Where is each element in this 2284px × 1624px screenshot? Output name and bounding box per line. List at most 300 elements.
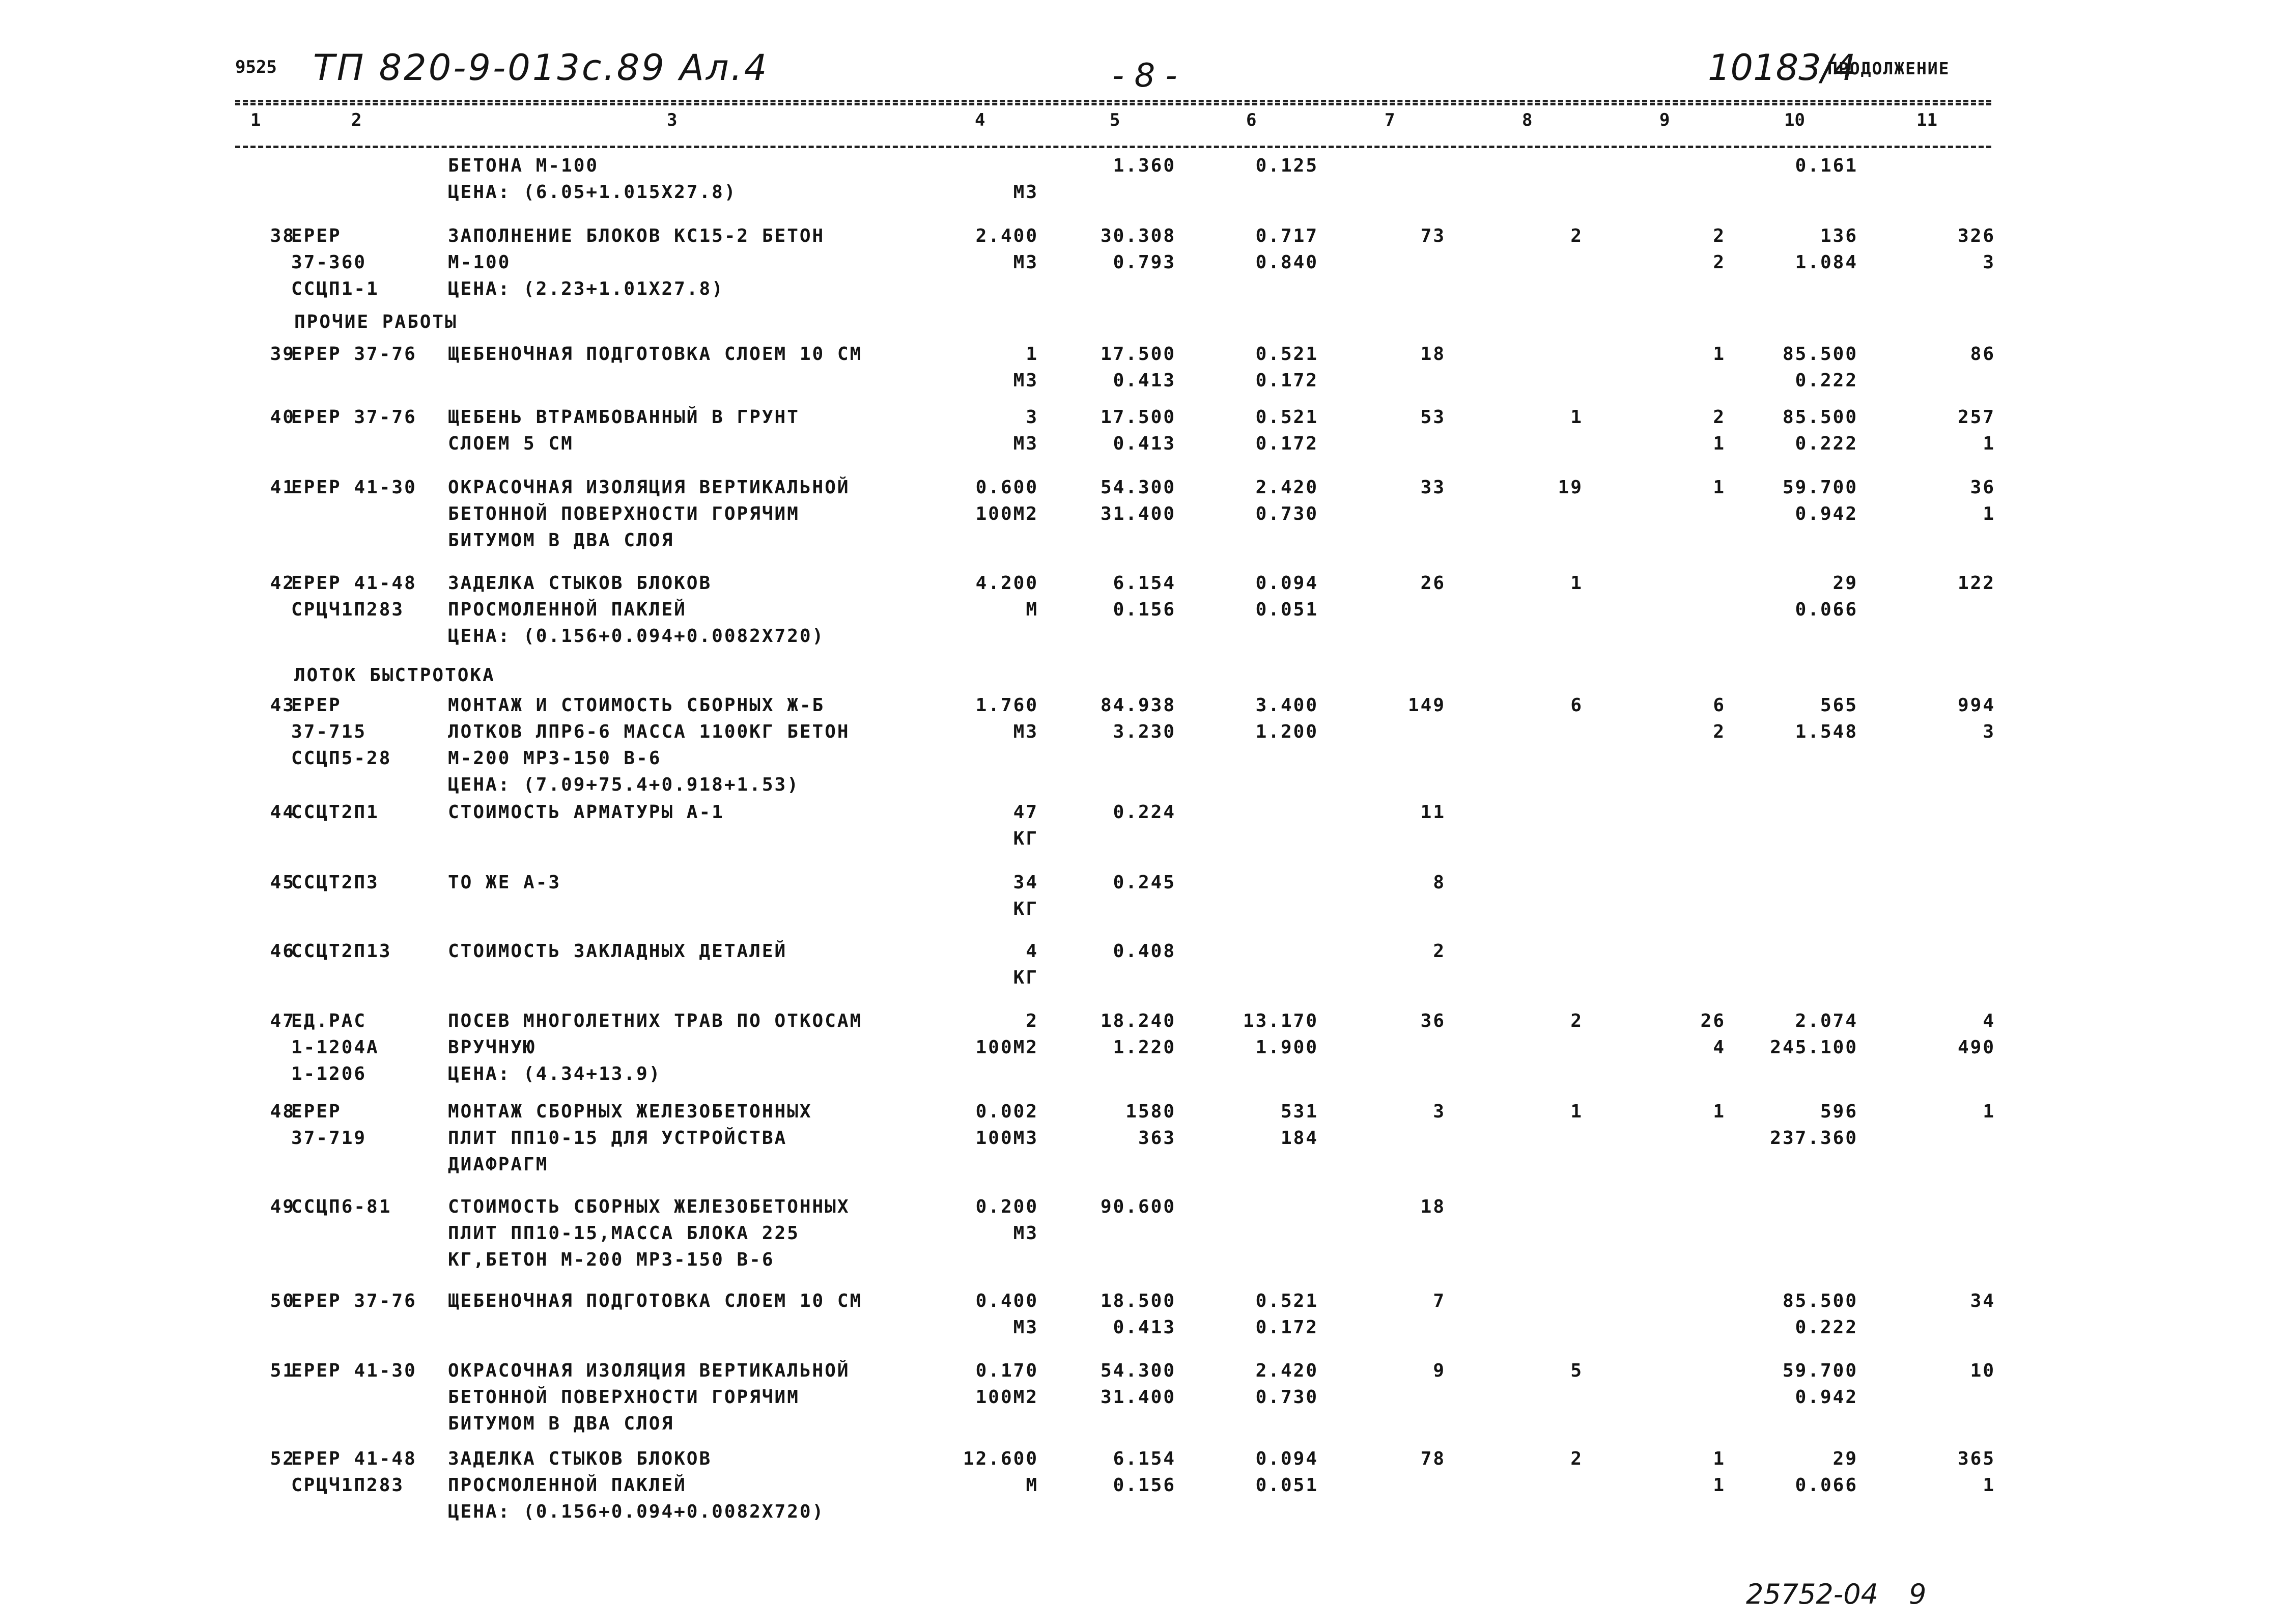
labor-total-line: 4 (1983, 1011, 1995, 1031)
quantity-unit-line: 100М3 (975, 1128, 1038, 1149)
machine-cost-line: 26 (1700, 1011, 1726, 1031)
quantity-unit (947, 474, 1038, 527)
unit-wage-line: 0.172 (1255, 1317, 1318, 1338)
rate-code (291, 1446, 444, 1499)
machine-cost-line (1644, 570, 1726, 597)
unit-cost-line: 0.156 (1113, 1475, 1176, 1496)
unit-wage-line: 0.094 (1255, 1448, 1318, 1469)
row-number (249, 692, 295, 719)
labor-total (1904, 474, 1995, 527)
machine-cost (1644, 153, 1726, 179)
rate-code-line: 1-1206 (291, 1063, 367, 1084)
work-description-line: ПРОСМОЛЕННОЙ ПАКЛЕЙ (448, 1475, 687, 1496)
total-wage-line: 5 (1570, 1360, 1583, 1381)
labor-total (1904, 1288, 1995, 1314)
unit-wage (1217, 799, 1318, 826)
column-number: 10 (1784, 110, 1805, 130)
rate-code-line: ЕД.РАС (291, 1011, 367, 1031)
labor-value-line: 0.066 (1795, 1475, 1858, 1496)
work-description-line: БИТУМОМ В ДВА СЛОЯ (448, 530, 674, 551)
work-description-line: ОКРАСОЧНАЯ ИЗОЛЯЦИЯ ВЕРТИКАЛЬНОЙ (448, 1360, 850, 1381)
continuation-label: ПРОДОЛЖЕНИЕ (1827, 59, 1950, 78)
unit-cost (1074, 870, 1176, 896)
row-number-line: 40 (270, 407, 295, 428)
machine-cost-line (1644, 1194, 1726, 1220)
quantity-unit-line: 100М2 (975, 1387, 1038, 1408)
rate-code-line: ЕРЕР 41-48 (291, 573, 417, 594)
total-cost (1374, 1194, 1446, 1220)
total-cost (1374, 799, 1446, 826)
quantity-unit-line: М3 (1013, 182, 1038, 203)
unit-wage (1217, 153, 1318, 179)
rate-code-line: ЕРЕР 37-76 (291, 1291, 417, 1311)
labor-total (1904, 404, 1995, 457)
labor-value-line: 1.548 (1795, 721, 1858, 742)
machine-cost-line: 1 (1713, 1101, 1726, 1122)
row-number-line: 52 (270, 1448, 295, 1469)
quantity-unit-line: 0.200 (975, 1196, 1038, 1217)
unit-wage-line: 2.420 (1255, 477, 1318, 498)
total-wage (1507, 1099, 1583, 1125)
quantity-unit-line: 4 (1026, 941, 1038, 962)
machine-cost-line: 1 (1713, 1475, 1726, 1496)
labor-total-line: 257 (1957, 407, 1995, 428)
row-number-line: 44 (270, 802, 295, 823)
labor-value-line (1756, 1194, 1858, 1220)
quantity-unit (947, 153, 1038, 206)
work-description-line: ЦЕНА: (0.156+0.094+0.0082Х720) (448, 1501, 825, 1522)
unit-cost (1074, 1358, 1176, 1411)
unit-wage-line: 0.521 (1255, 344, 1318, 365)
labor-value-line: 0.942 (1795, 503, 1858, 524)
labor-total (1904, 223, 1995, 276)
row-number-line: 39 (270, 344, 295, 365)
unit-cost-line: 54.300 (1100, 477, 1176, 498)
machine-cost-line (1644, 1288, 1726, 1314)
unit-cost-line: 1.220 (1113, 1037, 1176, 1058)
unit-cost-line: 0.156 (1113, 599, 1176, 620)
labor-total-line: 122 (1957, 573, 1995, 594)
work-description-line: ДИАФРАГМ (448, 1154, 549, 1175)
work-description-line: КГ,БЕТОН М-200 МРЗ-150 В-6 (448, 1249, 775, 1270)
quantity-unit-line: 100М2 (975, 1037, 1038, 1058)
work-description (448, 938, 937, 965)
total-cost (1374, 938, 1446, 965)
machine-cost-line: 1 (1713, 344, 1726, 365)
work-description (448, 870, 937, 896)
labor-total (1904, 153, 1995, 179)
quantity-unit-line: 1.760 (975, 695, 1038, 716)
labor-total-line (1904, 1194, 1995, 1220)
machine-cost (1644, 570, 1726, 597)
unit-wage-line: 0.521 (1255, 1291, 1318, 1311)
work-description-line: БЕТОННОЙ ПОВЕРХНОСТИ ГОРЯЧИМ (448, 503, 800, 524)
work-description-line: БИТУМОМ В ДВА СЛОЯ (448, 1413, 674, 1434)
labor-value-line: 85.500 (1782, 344, 1858, 365)
total-cost (1374, 153, 1446, 179)
work-description-line: ТО ЖЕ А-3 (448, 872, 561, 893)
unit-cost (1074, 570, 1176, 623)
machine-cost (1644, 474, 1726, 501)
work-description-line: ЩЕБЕНОЧНАЯ ПОДГОТОВКА СЛОЕМ 10 СМ (448, 344, 863, 365)
unit-cost-line: 0.413 (1113, 433, 1176, 454)
labor-value-line: 0.942 (1795, 1387, 1858, 1408)
quantity-unit-line: 34 (1013, 872, 1038, 893)
row-number (249, 1194, 295, 1220)
quantity-unit (947, 870, 1038, 922)
work-description-line: ПОСЕВ МНОГОЛЕТНИХ ТРАВ ПО ОТКОСАМ (448, 1011, 863, 1031)
unit-wage-line: 0.051 (1255, 599, 1318, 620)
unit-wage-line: 0.521 (1255, 407, 1318, 428)
column-number: 5 (1110, 110, 1120, 130)
quantity-unit (947, 938, 1038, 991)
quantity-unit-line (947, 153, 1038, 179)
work-description (448, 1446, 937, 1525)
labor-total (1904, 341, 1995, 368)
album-number: 10183/4 (1708, 47, 1856, 89)
total-wage-line (1507, 341, 1583, 368)
total-cost-line: 18 (1420, 1196, 1446, 1217)
labor-value-line: 59.700 (1782, 477, 1858, 498)
unit-wage-line: 0.172 (1255, 370, 1318, 391)
row-number (249, 870, 295, 896)
total-wage (1507, 223, 1583, 249)
rate-code (291, 1008, 444, 1087)
total-cost-line: 8 (1433, 872, 1446, 893)
unit-wage-line: 0.094 (1255, 573, 1318, 594)
row-number-line: 48 (270, 1101, 295, 1122)
total-wage-line (1507, 1194, 1583, 1220)
work-description-line: ЩЕБЕНОЧНАЯ ПОДГОТОВКА СЛОЕМ 10 СМ (448, 1291, 863, 1311)
machine-cost (1644, 799, 1726, 826)
labor-value-line: 29 (1832, 573, 1858, 594)
labor-value (1756, 799, 1858, 826)
unit-wage (1217, 404, 1318, 457)
row-number-line: 49 (270, 1196, 295, 1217)
rate-code-line: ССЦП1-1 (291, 278, 379, 299)
work-description-line: ВРУЧНУЮ (448, 1037, 536, 1058)
rate-code-line: 37-360 (291, 252, 367, 273)
machine-cost-line: 4 (1713, 1037, 1726, 1058)
machine-cost-line (1644, 870, 1726, 896)
labor-value (1756, 223, 1858, 276)
rate-code (291, 341, 444, 368)
total-wage-line: 2 (1570, 1011, 1583, 1031)
machine-cost (1644, 1358, 1726, 1384)
machine-cost (1644, 938, 1726, 965)
unit-cost (1074, 1099, 1176, 1152)
quantity-unit-line: М3 (1013, 1223, 1038, 1244)
labor-value-line: 2.074 (1795, 1011, 1858, 1031)
unit-wage-line (1217, 1194, 1318, 1220)
labor-total (1904, 1194, 1995, 1220)
unit-cost-line: 1580 (1125, 1101, 1176, 1122)
rate-code-line: ЕРЕР 37-76 (291, 407, 417, 428)
total-cost (1374, 1446, 1446, 1472)
total-cost (1374, 404, 1446, 431)
machine-cost-line: 6 (1713, 695, 1726, 716)
quantity-unit (947, 799, 1038, 852)
machine-cost-line (1644, 1358, 1726, 1384)
work-description-line: МОНТАЖ И СТОИМОСТЬ СБОРНЫХ Ж-Б (448, 695, 825, 716)
rate-code-line: ЕРЕР (291, 695, 342, 716)
rate-code-line: ССЦП5-28 (291, 748, 392, 769)
row-number (249, 1099, 295, 1125)
quantity-unit-line: М3 (1013, 370, 1038, 391)
labor-total-line: 34 (1970, 1291, 1995, 1311)
machine-cost (1644, 870, 1726, 896)
unit-cost-line: 6.154 (1113, 573, 1176, 594)
labor-value-line: 29 (1832, 1448, 1858, 1469)
machine-cost-line (1644, 938, 1726, 965)
unit-cost-line: 363 (1138, 1128, 1176, 1149)
unit-wage-line: 0.730 (1255, 1387, 1318, 1408)
unit-wage (1217, 1446, 1318, 1499)
unit-cost (1074, 223, 1176, 276)
quantity-unit-line: М3 (1013, 1317, 1038, 1338)
row-number (249, 404, 295, 431)
column-number: 6 (1246, 110, 1257, 130)
work-description-line: ЦЕНА: (7.09+75.4+0.918+1.53) (448, 774, 800, 795)
unit-cost-line: 0.413 (1113, 1317, 1176, 1338)
quantity-unit (947, 1008, 1038, 1061)
labor-value (1756, 570, 1858, 623)
labor-total-line (1904, 938, 1995, 965)
rate-code-line: ЕРЕР 41-30 (291, 477, 417, 498)
rate-code-line: ЕРЕР 41-48 (291, 1448, 417, 1469)
row-number (249, 474, 295, 501)
unit-wage-line: 0.730 (1255, 503, 1318, 524)
rate-code-line: СРЦЧ1П283 (291, 599, 405, 620)
work-description (448, 474, 937, 554)
quantity-unit (947, 692, 1038, 745)
unit-wage (1217, 570, 1318, 623)
machine-cost (1644, 341, 1726, 368)
unit-cost-line: 84.938 (1100, 695, 1176, 716)
rate-code-line: ЕРЕР (291, 1101, 342, 1122)
machine-cost-line: 2 (1713, 721, 1726, 742)
labor-value (1756, 1288, 1858, 1341)
labor-value-line: 0.222 (1795, 370, 1858, 391)
row-number (249, 153, 295, 179)
unit-wage (1217, 223, 1318, 276)
work-description-line: СТОИМОСТЬ ЗАКЛАДНЫХ ДЕТАЛЕЙ (448, 941, 787, 962)
unit-wage-line: 0.125 (1255, 155, 1318, 176)
total-wage-line (1507, 938, 1583, 965)
quantity-unit (947, 404, 1038, 457)
rate-code (291, 1194, 444, 1220)
rate-code (291, 938, 444, 965)
work-description-line: ПЛИТ ПП10-15 ДЛЯ УСТРОЙСТВА (448, 1128, 787, 1149)
quantity-unit (947, 223, 1038, 276)
unit-wage (1217, 474, 1318, 527)
unit-cost-line: 54.300 (1100, 1360, 1176, 1381)
work-description (448, 799, 937, 826)
total-wage (1507, 692, 1583, 719)
unit-wage (1217, 870, 1318, 896)
quantity-unit-line: 0.600 (975, 477, 1038, 498)
labor-value (1756, 1446, 1858, 1499)
labor-value-line: 1.084 (1795, 252, 1858, 273)
quantity-unit (947, 1099, 1038, 1152)
work-description-line: СЛОЕМ 5 СМ (448, 433, 574, 454)
machine-cost (1644, 1194, 1726, 1220)
quantity-unit-line: 1 (1026, 344, 1038, 365)
quantity-unit-line: 4.200 (975, 573, 1038, 594)
labor-total-line: 326 (1957, 226, 1995, 246)
labor-value (1756, 938, 1858, 965)
labor-total (1904, 799, 1995, 826)
row-number-line: 47 (270, 1011, 295, 1031)
work-description (448, 1288, 937, 1314)
total-wage (1507, 1008, 1583, 1034)
labor-total (1904, 692, 1995, 745)
total-wage (1507, 341, 1583, 368)
unit-wage-line: 0.051 (1255, 1475, 1318, 1496)
labor-value-line (1756, 938, 1858, 965)
total-cost-line: 11 (1420, 802, 1446, 823)
unit-cost (1074, 474, 1176, 527)
row-number-line (249, 153, 295, 179)
unit-wage (1217, 1358, 1318, 1411)
unit-wage (1217, 1194, 1318, 1220)
unit-cost-line: 0.793 (1113, 252, 1176, 273)
labor-total-line: 1 (1983, 1475, 1995, 1496)
row-number (249, 1446, 295, 1472)
unit-cost-line: 6.154 (1113, 1448, 1176, 1469)
work-description (448, 1008, 937, 1087)
quantity-unit-line: КГ (1013, 828, 1038, 849)
unit-wage-line (1217, 938, 1318, 965)
work-description-line: СТОИМОСТЬ АРМАТУРЫ А-1 (448, 802, 724, 823)
quantity-unit (947, 1358, 1038, 1411)
labor-value (1756, 341, 1858, 394)
unit-wage (1217, 938, 1318, 965)
row-number-line: 51 (270, 1360, 295, 1381)
labor-value-line: 136 (1820, 226, 1858, 246)
labor-value-line (1756, 870, 1858, 896)
labor-total (1904, 570, 1995, 597)
unit-wage-line: 0.172 (1255, 433, 1318, 454)
quantity-unit-line: М3 (1013, 433, 1038, 454)
row-number-line: 50 (270, 1291, 295, 1311)
unit-cost-line: 17.500 (1100, 344, 1176, 365)
row-number (249, 1008, 295, 1034)
unit-cost (1074, 692, 1176, 745)
section-title: ЛОТОК БЫСТРОТОКА (294, 665, 495, 686)
work-description-line: М-100 (448, 252, 511, 273)
total-wage (1507, 799, 1583, 826)
unit-wage-line: 1.200 (1255, 721, 1318, 742)
quantity-unit-line: 0.400 (975, 1291, 1038, 1311)
quantity-unit-line: 2.400 (975, 226, 1038, 246)
quantity-unit (947, 341, 1038, 394)
labor-total (1904, 1358, 1995, 1384)
quantity-unit (947, 1194, 1038, 1247)
rate-code-line: ССЦТ2П13 (291, 941, 392, 962)
quantity-unit (947, 1446, 1038, 1499)
rate-code (291, 799, 444, 826)
quantity-unit-line: 47 (1013, 802, 1038, 823)
unit-wage-line: 3.400 (1255, 695, 1318, 716)
work-description-line: БЕТОННОЙ ПОВЕРХНОСТИ ГОРЯЧИМ (448, 1387, 800, 1408)
unit-cost-line: 18.240 (1100, 1011, 1176, 1031)
machine-cost (1644, 404, 1726, 457)
rate-code (291, 153, 444, 179)
total-wage-line (1507, 799, 1583, 826)
unit-wage (1217, 1099, 1318, 1152)
total-wage-line: 19 (1558, 477, 1583, 498)
machine-cost (1644, 1446, 1726, 1499)
total-cost (1374, 341, 1446, 368)
unit-wage-line: 13.170 (1243, 1011, 1318, 1031)
labor-value-line: 565 (1820, 695, 1858, 716)
work-description-line: ЦЕНА: (4.34+13.9) (448, 1063, 662, 1084)
work-description-line: МОНТАЖ СБОРНЫХ ЖЕЛЕЗОБЕТОННЫХ (448, 1101, 812, 1122)
machine-cost (1644, 223, 1726, 276)
total-cost (1374, 570, 1446, 597)
total-cost-line: 9 (1433, 1360, 1446, 1381)
unit-cost-line: 1.360 (1113, 155, 1176, 176)
labor-value-line: 85.500 (1782, 1291, 1858, 1311)
row-number-line: 41 (270, 477, 295, 498)
rate-code-line: ССЦТ2П1 (291, 802, 379, 823)
unit-cost-line: 90.600 (1100, 1196, 1176, 1217)
quantity-unit (947, 1288, 1038, 1341)
column-number: 2 (351, 110, 362, 130)
quantity-unit-line: М (1026, 599, 1038, 620)
work-description-line: ЩЕБЕНЬ ВТРАМБОВАННЫЙ В ГРУНТ (448, 407, 800, 428)
rate-code-line: ЕРЕР 37-76 (291, 344, 417, 365)
column-number: 4 (975, 110, 985, 130)
unit-cost (1074, 1194, 1176, 1220)
total-cost-line: 18 (1420, 344, 1446, 365)
unit-cost (1074, 404, 1176, 457)
labor-value (1756, 1194, 1858, 1220)
row-number (249, 799, 295, 826)
total-cost (1374, 474, 1446, 501)
rate-code (291, 1288, 444, 1314)
work-description-line: ОКРАСОЧНАЯ ИЗОЛЯЦИЯ ВЕРТИКАЛЬНОЙ (448, 477, 850, 498)
work-description-line: ЦЕНА: (0.156+0.094+0.0082Х720) (448, 626, 825, 647)
unit-wage-line: 0.840 (1255, 252, 1318, 273)
row-number (249, 341, 295, 368)
labor-value-line (1756, 799, 1858, 826)
total-cost-line: 53 (1420, 407, 1446, 428)
total-wage (1507, 870, 1583, 896)
unit-wage-line: 0.717 (1255, 226, 1318, 246)
work-description (448, 1099, 937, 1178)
page-number: - 8 - (1112, 57, 1177, 95)
header-rule-top (235, 100, 1991, 102)
unit-wage-line (1217, 870, 1318, 896)
total-cost-line: 3 (1433, 1101, 1446, 1122)
work-description-line: ПРОСМОЛЕННОЙ ПАКЛЕЙ (448, 599, 687, 620)
total-cost-line (1374, 153, 1446, 179)
labor-total-line: 1 (1983, 433, 1995, 454)
total-wage-line (1507, 153, 1583, 179)
total-cost (1374, 1288, 1446, 1314)
work-description-line: СТОИМОСТЬ СБОРНЫХ ЖЕЛЕЗОБЕТОННЫХ (448, 1196, 850, 1217)
labor-total-line: 1 (1983, 503, 1995, 524)
unit-cost-line: 3.230 (1113, 721, 1176, 742)
labor-value-line: 0.222 (1795, 433, 1858, 454)
column-number: 3 (667, 110, 678, 130)
labor-value (1756, 692, 1858, 745)
unit-cost (1074, 799, 1176, 826)
quantity-unit-line: 12.600 (963, 1448, 1038, 1469)
rate-code (291, 870, 444, 896)
